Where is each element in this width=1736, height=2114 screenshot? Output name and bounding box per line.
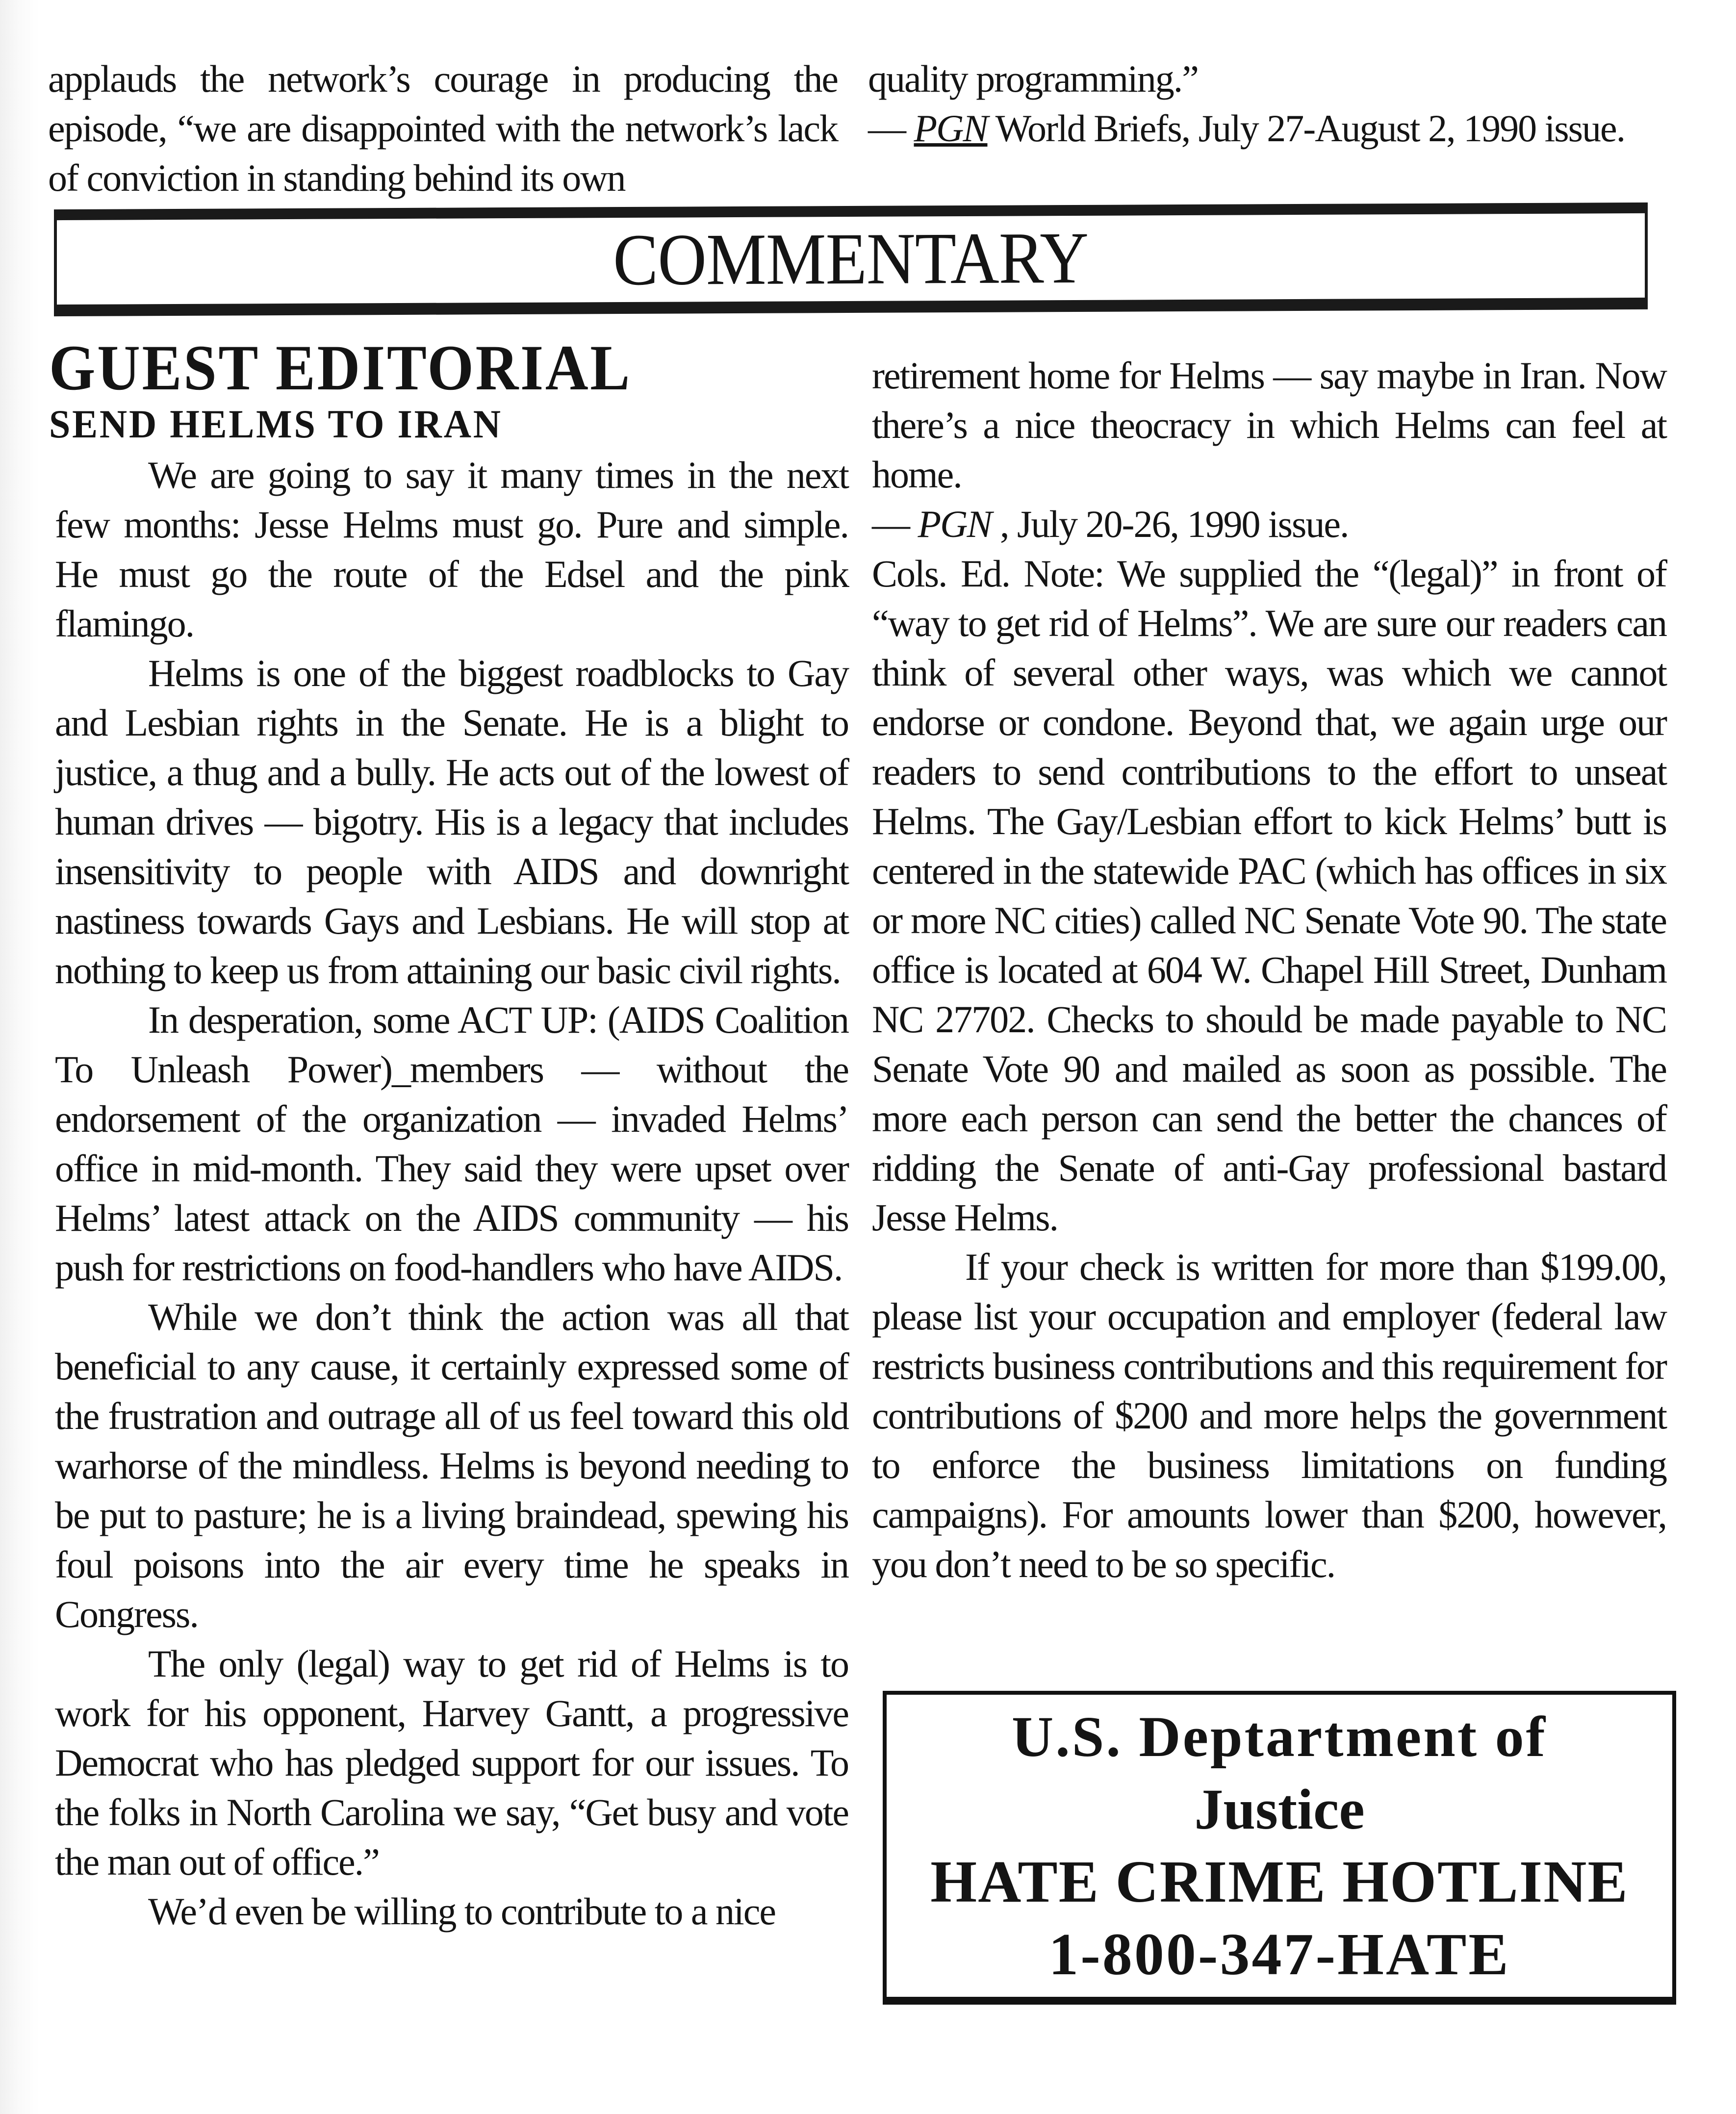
editorial-paragraph: We are going to say it many times in the next few months: Jesse Helms must go. Pure and simple. He must go the route of the Edsel and the pink flamingo. (55, 454, 848, 645)
previous-article-source (868, 107, 1625, 150)
editorial-right-column (872, 351, 1666, 1589)
editorial-paragraph: In desperation, some ACT UP: (AIDS Coalition To Unleash Power)_members — without the endorsement of the organization — invaded Helms’ office in mid-month. They said they were upset over Helms’ latest attack on the AIDS community — his push for restrictions on food-handlers who have AIDS. (55, 998, 848, 1289)
editorial-paragraph: While we don’t think the action was all that beneficial to any cause, it certainly expressed some of the frustration and outrage all of us feel toward this old warhorse of the mindless. Helms is beyond needing to be put to pasture; he is a living braindead, spewing his foul poisons into the air every time he speaks in Congress. (55, 1296, 848, 1635)
hotline-title: HATE CRIME HOTLINE (930, 1849, 1629, 1915)
editorial-left-column (55, 450, 848, 1936)
scan-page-edge (0, 0, 39, 2114)
editorial-paragraph: The only (legal) way to get rid of Helms is to work for his opponent, Harvey Gantt, a progressive Democrat who has pledged support for our issues. To the folks in North Carolina we say, “Get busy and vote the man out of office.” (55, 1642, 848, 1883)
editorial-kicker: GUEST EDITORIAL (49, 331, 632, 404)
editorial-source (872, 499, 1666, 549)
commentary-banner (54, 203, 1648, 316)
previous-article-quote-end: quality programming.” (868, 57, 1198, 100)
source-dash: — (868, 107, 914, 150)
editorial-paragraph: Helms is one of the biggest roadblocks to Gay and Lesbian rights in the Senate. He is a blight to justice, a thug and a bully. He acts out of the lowest of human drives — bigotry. His is a legacy that includes insensitivity to people with AIDS and downright nastiness towards Gays and Lesbians. He will stop at nothing to keep us from attaining our basic civil rights. (55, 652, 848, 992)
hotline-agency-line1: U.S. Deptartment of (1012, 1705, 1547, 1769)
source-details: World Briefs, July 27-August 2, 1990 issue. (987, 107, 1625, 150)
editorial-paragraph: We’d even be willing to contribute to a nice (148, 1890, 775, 1933)
previous-article-left (48, 54, 838, 203)
source-details: , July 20-26, 1990 issue. (991, 503, 1349, 545)
editorial-headline: SEND HELMS TO IRAN (49, 402, 503, 446)
hate-crime-hotline-box (883, 1691, 1676, 2005)
previous-article-text: applauds the network’s courage in producing the episode, “we are disappointed with the network’s lack of conviction in standing behind its own (48, 57, 838, 199)
source-publication: PGN (914, 107, 988, 150)
closing-paragraph: If your check is written for more than $199.00, please list your occupation and employer (federal law restricts business contributions and this requirement for contributions of $200 and more helps the government to enforce the business limitations on funding campaigns). For amounts lower than $200, however, you don’t need to be so specific. (872, 1246, 1666, 1585)
hotline-phone-number: 1-800-347-HATE (1048, 1921, 1510, 1987)
previous-article-right (868, 54, 1662, 153)
section-title: COMMENTARY (613, 217, 1089, 301)
hotline-agency-line2: Justice (1194, 1777, 1365, 1841)
source-dash: — (872, 503, 918, 545)
source-publication: PGN (918, 503, 992, 545)
editorial-continuation: retirement home for Helms — say maybe in Iran. Now there’s a nice theocracy in which Helms can feel at home. (872, 354, 1666, 496)
editor-note: Cols. Ed. Note: We supplied the “(legal)” in front of “way to get rid of Helms”. We are sure our readers can think of several other ways, was which we cannot endorse or condone. Beyond that, we again urge our readers to send contributions to the effort to unseat Helms. The Gay/Lesbian effort to kick Helms’ butt is centered in the statewide PAC (which has offices in six or more NC cities) called NC Senate Vote 90. The state office is located at 604 W. Chapel Hill Street, Dunham NC 27702. Checks to should be made payable to NC Senate Vote 90 and mailed as soon as possible. The more each person can send the better the chances of ridding the Senate of anti-Gay professional bastard Jesse Helms. (872, 552, 1666, 1239)
